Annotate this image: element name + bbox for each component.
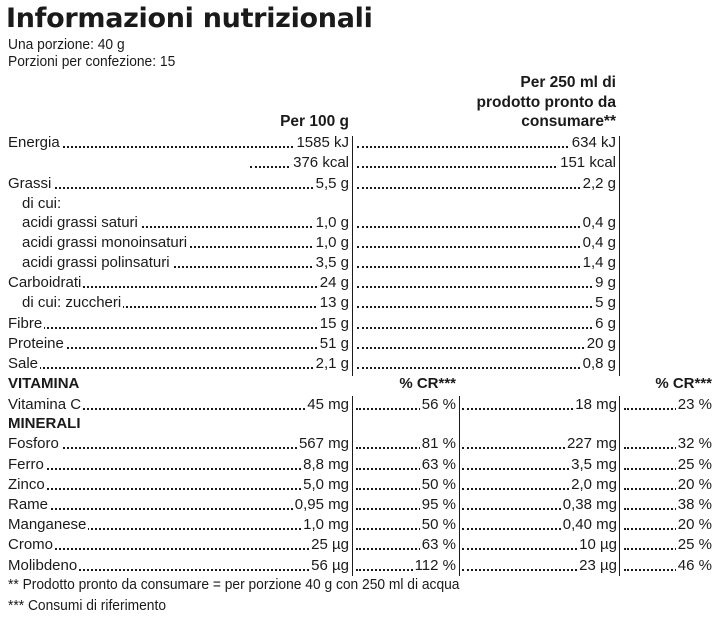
mineral-per250-cr-text: 38 % [677, 496, 712, 513]
mineral-per100-cr [356, 434, 456, 454]
footnote-reference-intake: *** Consumi di riferimento [8, 597, 166, 614]
mineral-per100-value-text: 0,95 mg [294, 496, 349, 513]
vitamin-per250-value [462, 395, 617, 415]
mineral-per250-cr-text: 25 % [677, 536, 712, 553]
cr-header-per100 [356, 374, 456, 394]
nutrient-row [0, 233, 720, 253]
mineral-row [0, 434, 720, 454]
nutrient-per100-value [250, 273, 349, 293]
nutrient-row [0, 354, 720, 374]
mineral-row [0, 515, 720, 535]
nutrient-label-text: acidi grassi polinsaturi [22, 254, 170, 271]
col-header-per100: Per 100 g [280, 113, 349, 130]
servings-per-pack: Porzioni per confezione: 15 [8, 53, 176, 70]
mineral-per100-cr-text: 81 % [421, 435, 456, 452]
mineral-per100-cr [356, 455, 456, 475]
nutrient-per250-value [357, 174, 616, 194]
mineral-per100-cr-text: 63 % [421, 536, 456, 553]
nutrient-label-text: acidi grassi monoinsaturi [22, 234, 188, 251]
cr-header-per250-text: % CR*** [655, 375, 712, 392]
nutrient-per250-value-text: 2,2 g [582, 175, 616, 192]
mineral-per100-value [250, 434, 349, 454]
nutrient-per100-value [250, 174, 349, 194]
mineral-row [0, 495, 720, 515]
nutrient-per250-value-text: 9 g [595, 274, 616, 291]
mineral-per250-cr-text: 25 % [677, 456, 712, 473]
mineral-per250-value-text: 0,38 mg [562, 496, 617, 513]
mineral-per250-value-text: 10 µg [579, 536, 617, 553]
nutrient-per250-value [357, 314, 616, 334]
vitamin-header-row [0, 374, 720, 394]
nutrient-per100-text: 2,1 g [315, 355, 349, 372]
nutrient-per250-value-text: 5 g [595, 294, 616, 311]
nutrient-label-text: di cui: [22, 195, 62, 212]
mineral-row [0, 535, 720, 555]
mineral-per250-value-text: 227 mg [566, 435, 617, 452]
separator-per100 [352, 136, 353, 376]
page-title: Informazioni nutrizionali [6, 3, 373, 34]
mineral-per100-value [250, 475, 349, 495]
mineral-per100-cr-text: 112 % [414, 557, 456, 574]
mineral-per250-cr-text: 20 % [677, 476, 712, 493]
nutrient-row [0, 293, 720, 313]
nutrient-row [0, 273, 720, 293]
vitamin-per250-cr [624, 395, 712, 415]
nutrient-per100-text: 1,0 g [315, 234, 349, 251]
mineral-per100-cr [356, 515, 456, 535]
mineral-per100-cr [356, 495, 456, 515]
nutrient-per100-value [250, 354, 349, 374]
nutrient-per250-value [357, 133, 616, 153]
nutrient-per250-value-text: 634 kJ [571, 134, 616, 151]
vitamin-per100-cr [356, 395, 456, 415]
mineral-per250-cr [624, 434, 712, 454]
nutrient-per250-value [357, 233, 616, 253]
nutrient-label-text: acidi grassi saturi [22, 214, 138, 231]
nutrient-per250-value [357, 253, 616, 273]
nutrient-label-text: di cui: zuccheri [22, 294, 122, 311]
mineral-per100-cr-text: 63 % [421, 456, 456, 473]
mineral-per250-cr-text: 32 % [677, 435, 712, 452]
nutrient-per100-value-text: 376 kcal [293, 154, 349, 171]
vitamin-section-title [8, 374, 208, 394]
mineral-label-text: Rame [8, 496, 49, 513]
nutrient-per250-value-text: 0,4 g [582, 234, 616, 251]
nutrient-row [0, 213, 720, 233]
mineral-row [0, 556, 720, 576]
mineral-per250-value-text: 3,5 mg [571, 456, 617, 473]
nutrient-per100-text: 24 g [319, 274, 349, 291]
nutrient-row [0, 253, 720, 273]
nutrient-row [0, 174, 720, 194]
mineral-per100-value-text: 1,0 mg [303, 516, 349, 533]
col-header-per250-line2: prodotto pronto da [476, 94, 616, 111]
mineral-per100-cr [356, 556, 456, 576]
nutrient-row [0, 133, 720, 153]
nutrient-per100-text: 1585 kJ [296, 134, 349, 151]
mineral-label-text: Ferro [8, 456, 44, 473]
cr-header-per250 [600, 374, 712, 394]
nutrient-label [22, 194, 362, 214]
nutrient-per100-value [250, 213, 349, 233]
mineral-per100-cr-text: 95 % [421, 496, 456, 513]
nutrient-row [0, 153, 720, 173]
mineral-per100-value [250, 515, 349, 535]
nutrient-per100-value [250, 253, 349, 273]
cr-header-per100-text: % CR*** [399, 375, 456, 392]
mineral-label-text: Molibdeno [8, 557, 78, 574]
mineral-per100-cr-text: 50 % [421, 476, 456, 493]
mineral-per100-cr-text: 50 % [421, 516, 456, 533]
vitamin-row [0, 395, 720, 415]
mineral-per250-value [462, 535, 617, 555]
mineral-per100-value-text: 8,8 mg [303, 456, 349, 473]
nutrient-label-text: Proteine [8, 335, 64, 352]
mineral-label-text: Manganese [8, 516, 87, 533]
nutrient-per100-value [250, 314, 349, 334]
nutrient-per100-text: 5,5 g [315, 175, 349, 192]
nutrient-row [0, 194, 720, 214]
nutrient-per250-value-text: 6 g [595, 315, 616, 332]
mineral-per250-value-text: 0,40 mg [562, 516, 617, 533]
nutrient-label-text: Carboidrati [8, 274, 82, 291]
mineral-per250-value [462, 556, 617, 576]
mineral-per250-value [462, 475, 617, 495]
nutrient-per100-text: 13 g [319, 294, 349, 311]
mineral-per250-value [462, 495, 617, 515]
col-header-per250-line3: consumare** [521, 113, 616, 130]
minerals-header-row [0, 414, 720, 434]
nutrient-per100-text: 15 g [319, 315, 349, 332]
nutrient-label-text: Energia [8, 134, 60, 151]
mineral-per100-value-text: 25 µg [311, 536, 349, 553]
vitamin-per100-value [250, 395, 349, 415]
mineral-per250-cr [624, 535, 712, 555]
nutrient-row [0, 334, 720, 354]
mineral-row [0, 475, 720, 495]
nutrient-per100-value [250, 233, 349, 253]
mineral-per100-value-text: 567 mg [298, 435, 349, 452]
nutrient-per100-text: 1,0 g [315, 214, 349, 231]
mineral-row [0, 455, 720, 475]
mineral-per250-cr [624, 495, 712, 515]
nutrient-per100-value [250, 293, 349, 313]
nutrient-per250-value-text: 1,4 g [582, 254, 616, 271]
nutrient-label-text: Fibre [8, 315, 43, 332]
mineral-per100-value [250, 556, 349, 576]
separator-micro-3 [619, 396, 620, 576]
vitamin-per250-value-text: 18 mg [575, 396, 617, 413]
nutrient-per250-value [357, 273, 616, 293]
nutrient-per100-text: 51 g [319, 335, 349, 352]
separator-micro-2 [459, 396, 460, 576]
nutrient-per250-value-text: 0,4 g [582, 214, 616, 231]
nutrient-per100-value [250, 334, 349, 354]
nutrient-per250-value [357, 293, 616, 313]
minerals-section-title-text: MINERALI [8, 415, 81, 432]
vitamin-section-title-text: VITAMINA [8, 375, 80, 392]
mineral-per250-value [462, 455, 617, 475]
mineral-per250-value-text: 23 µg [579, 557, 617, 574]
mineral-per250-cr-text: 20 % [677, 516, 712, 533]
separator-per250 [619, 136, 620, 376]
serving-size: Una porzione: 40 g [8, 36, 125, 53]
mineral-per100-value-text: 56 µg [311, 557, 349, 574]
vitamin-per100-cr-text: 56 % [421, 396, 456, 413]
mineral-per100-value [250, 495, 349, 515]
mineral-per100-value [250, 455, 349, 475]
nutrient-per100-value [250, 153, 349, 173]
nutrient-row [0, 314, 720, 334]
mineral-per100-cr [356, 475, 456, 495]
mineral-per100-cr [356, 535, 456, 555]
nutrient-per250-value [357, 334, 616, 354]
mineral-per250-cr [624, 515, 712, 535]
nutrient-per250-value [357, 153, 616, 173]
nutrient-per250-value-text: 20 g [586, 335, 616, 352]
nutrient-per250-value [357, 213, 616, 233]
mineral-per100-value-text: 5,0 mg [303, 476, 349, 493]
mineral-per250-value [462, 515, 617, 535]
nutrient-per250-value-text: 0,8 g [582, 355, 616, 372]
mineral-per250-cr [624, 475, 712, 495]
nutrient-per250-value [357, 354, 616, 374]
mineral-per250-value [462, 434, 617, 454]
mineral-per250-cr [624, 556, 712, 576]
mineral-per250-cr [624, 455, 712, 475]
mineral-label-text: Cromo [8, 536, 54, 553]
footnote-ready-to-drink: ** Prodotto pronto da consumare = per porzione 40 g con 250 ml di acqua [8, 576, 460, 593]
vitamin-per100-value-text: 45 mg [307, 396, 349, 413]
minerals-section-title [8, 414, 208, 434]
col-header-per250-line1: Per 250 ml di [520, 74, 616, 91]
nutrient-per100-value [250, 133, 349, 153]
mineral-per250-cr-text: 46 % [677, 557, 712, 574]
vitamin-per250-cr-text: 23 % [677, 396, 712, 413]
mineral-label-text: Zinco [8, 476, 45, 493]
nutrient-per100-text: 3,5 g [315, 254, 349, 271]
mineral-label-text: Fosforo [8, 435, 59, 452]
nutrient-per250-value-text: 151 kcal [560, 154, 616, 171]
mineral-per100-value [250, 535, 349, 555]
mineral-per250-value-text: 2,0 mg [571, 476, 617, 493]
nutrient-label-text: Sale [8, 355, 39, 372]
separator-micro-1 [352, 396, 353, 576]
vitamin-label-text: Vitamina C [8, 396, 82, 413]
nutrient-label-text: Grassi [8, 175, 52, 192]
